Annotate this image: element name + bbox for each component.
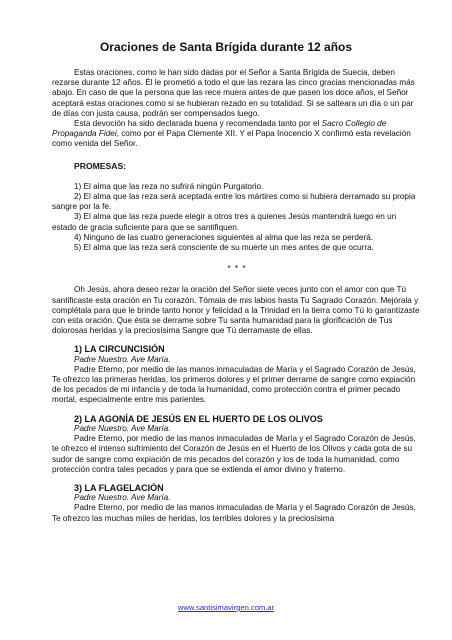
section-title-flagelacion: 3) LA FLAGELACIÓN	[74, 482, 164, 493]
footer-link[interactable]: www.santisimavirgen.com.ar	[177, 603, 275, 612]
promesa-item: 1) El alma que las reza no sufrirá ningún Purgatorio.	[74, 181, 264, 191]
intro-paragraph-2	[52, 119, 422, 150]
document-body	[52, 68, 422, 524]
section-separator: * * *	[227, 264, 247, 274]
section-subtitle: Padre Nuestro. Ave María.	[74, 354, 171, 364]
section-text: Padre Eterno, por medio de las manos inmaculadas de María y el Sagrado Corazón de Jesús, Te ofrezco las primeras heridas, los primeros dolores y el primer derrame de sangre como expiación de los pecados de mi infancia y de toda la humanidad, como protección contra el primer pecado mortal, especialmente entre mis parientes.	[52, 364, 416, 405]
promesa-item: 2) El alma que las reza será aceptada entre los mártires como si hubiera derramado su propia sangre por la fe.	[52, 192, 416, 212]
intro-paragraph-2-italic: Sacro Collegio de Propaganda Fidei	[52, 119, 387, 139]
opening-prayer: Oh Jesús, ahora deseo rezar la oración del Señor siete veces junto con el amor con que Tú santificaste esta oración en Tu corazón. Tómala de mis labios hasta Tu Sagrado Corazón. Mejórala y complétala para que le brinde tanto honor y felicidad a la Trinidad en la tierra como Tú lo garantizaste con esta oración. Que ésta se derrame sobre Tu santa humanidad para la glorificación de Tus dolorosas heridas y la preciosísima Sangre que Tú derramaste de ellas.	[52, 285, 420, 336]
intro-paragraph-2-end: , como por el Papa Clemente XII. Y el Papa Inocencio X confirmó esta revelación como venida del Señor.	[52, 129, 411, 149]
page-title: Oraciones de Santa Brígida durante 12 años	[99, 40, 353, 54]
section-title-circuncision: 1) LA CIRCUNCISIÓN	[74, 344, 165, 355]
promesa-item: 3) El alma que las reza puede elegir a otros tres a quienes Jesús mantendrá luego en un estado de gracia suficiente para que se santifiquen.	[52, 212, 397, 232]
promesa-item: 4) Ninguno de las cuatro generaciones siguientes al alma que las reza se perderá.	[74, 232, 374, 242]
section-subtitle: Padre Nuestro. Ave María.	[74, 423, 171, 433]
section-title-agonia: 2) LA AGONÍA DE JESÚS EN EL HUERTO DE LOS OLIVOS	[74, 413, 323, 424]
section-text: Padre Eterno, por medio de las manos inmaculadas de María y el Sagrado Corazón de Jesús, te ofrezco el intenso sufrimiento del Corazón de Jesús en el Huerto de los Olivos y cada gota de su sudor de sangre como expiación de mis pecados del corazón y los de toda la humanidad, como protección contra tales pecados y para que se extienda el amor divino y fraterno.	[52, 434, 416, 474]
section-text: Padre Eterno, por medio de las manos inmaculadas de María y el Sagrado Corazón de Jesús, Te ofrezco las muchas miles de heridas, los terribles dolores y la preciosísima	[52, 503, 416, 523]
intro-paragraph-2-start: Esta devoción ha sido declarada buena y recomendada tanto por el	[74, 119, 322, 129]
promesa-item: 5) El alma que las reza será consciente de su muerte un mes antes de que ocurra.	[74, 243, 374, 253]
intro-paragraph-1: Estas oraciones, como le han sido dadas por el Señor a Santa Brígida de Suecia, deben rezarse durante 12 años. Él le prometió a todo el que las rezara las cinco gracias mencionadas más abajo. En caso de que la persona que las rece muera antes de que pasen los doce años, el Señor aceptará estas oraciones como si se hubieran rezado en su totalidad. Si se salteara un día o un par de días con justa causa, podrán ser compensados luego.	[52, 68, 415, 118]
promesas-heading: PROMESAS:	[74, 160, 127, 171]
section-subtitle: Padre Nuestro. Ave María.	[74, 493, 171, 503]
